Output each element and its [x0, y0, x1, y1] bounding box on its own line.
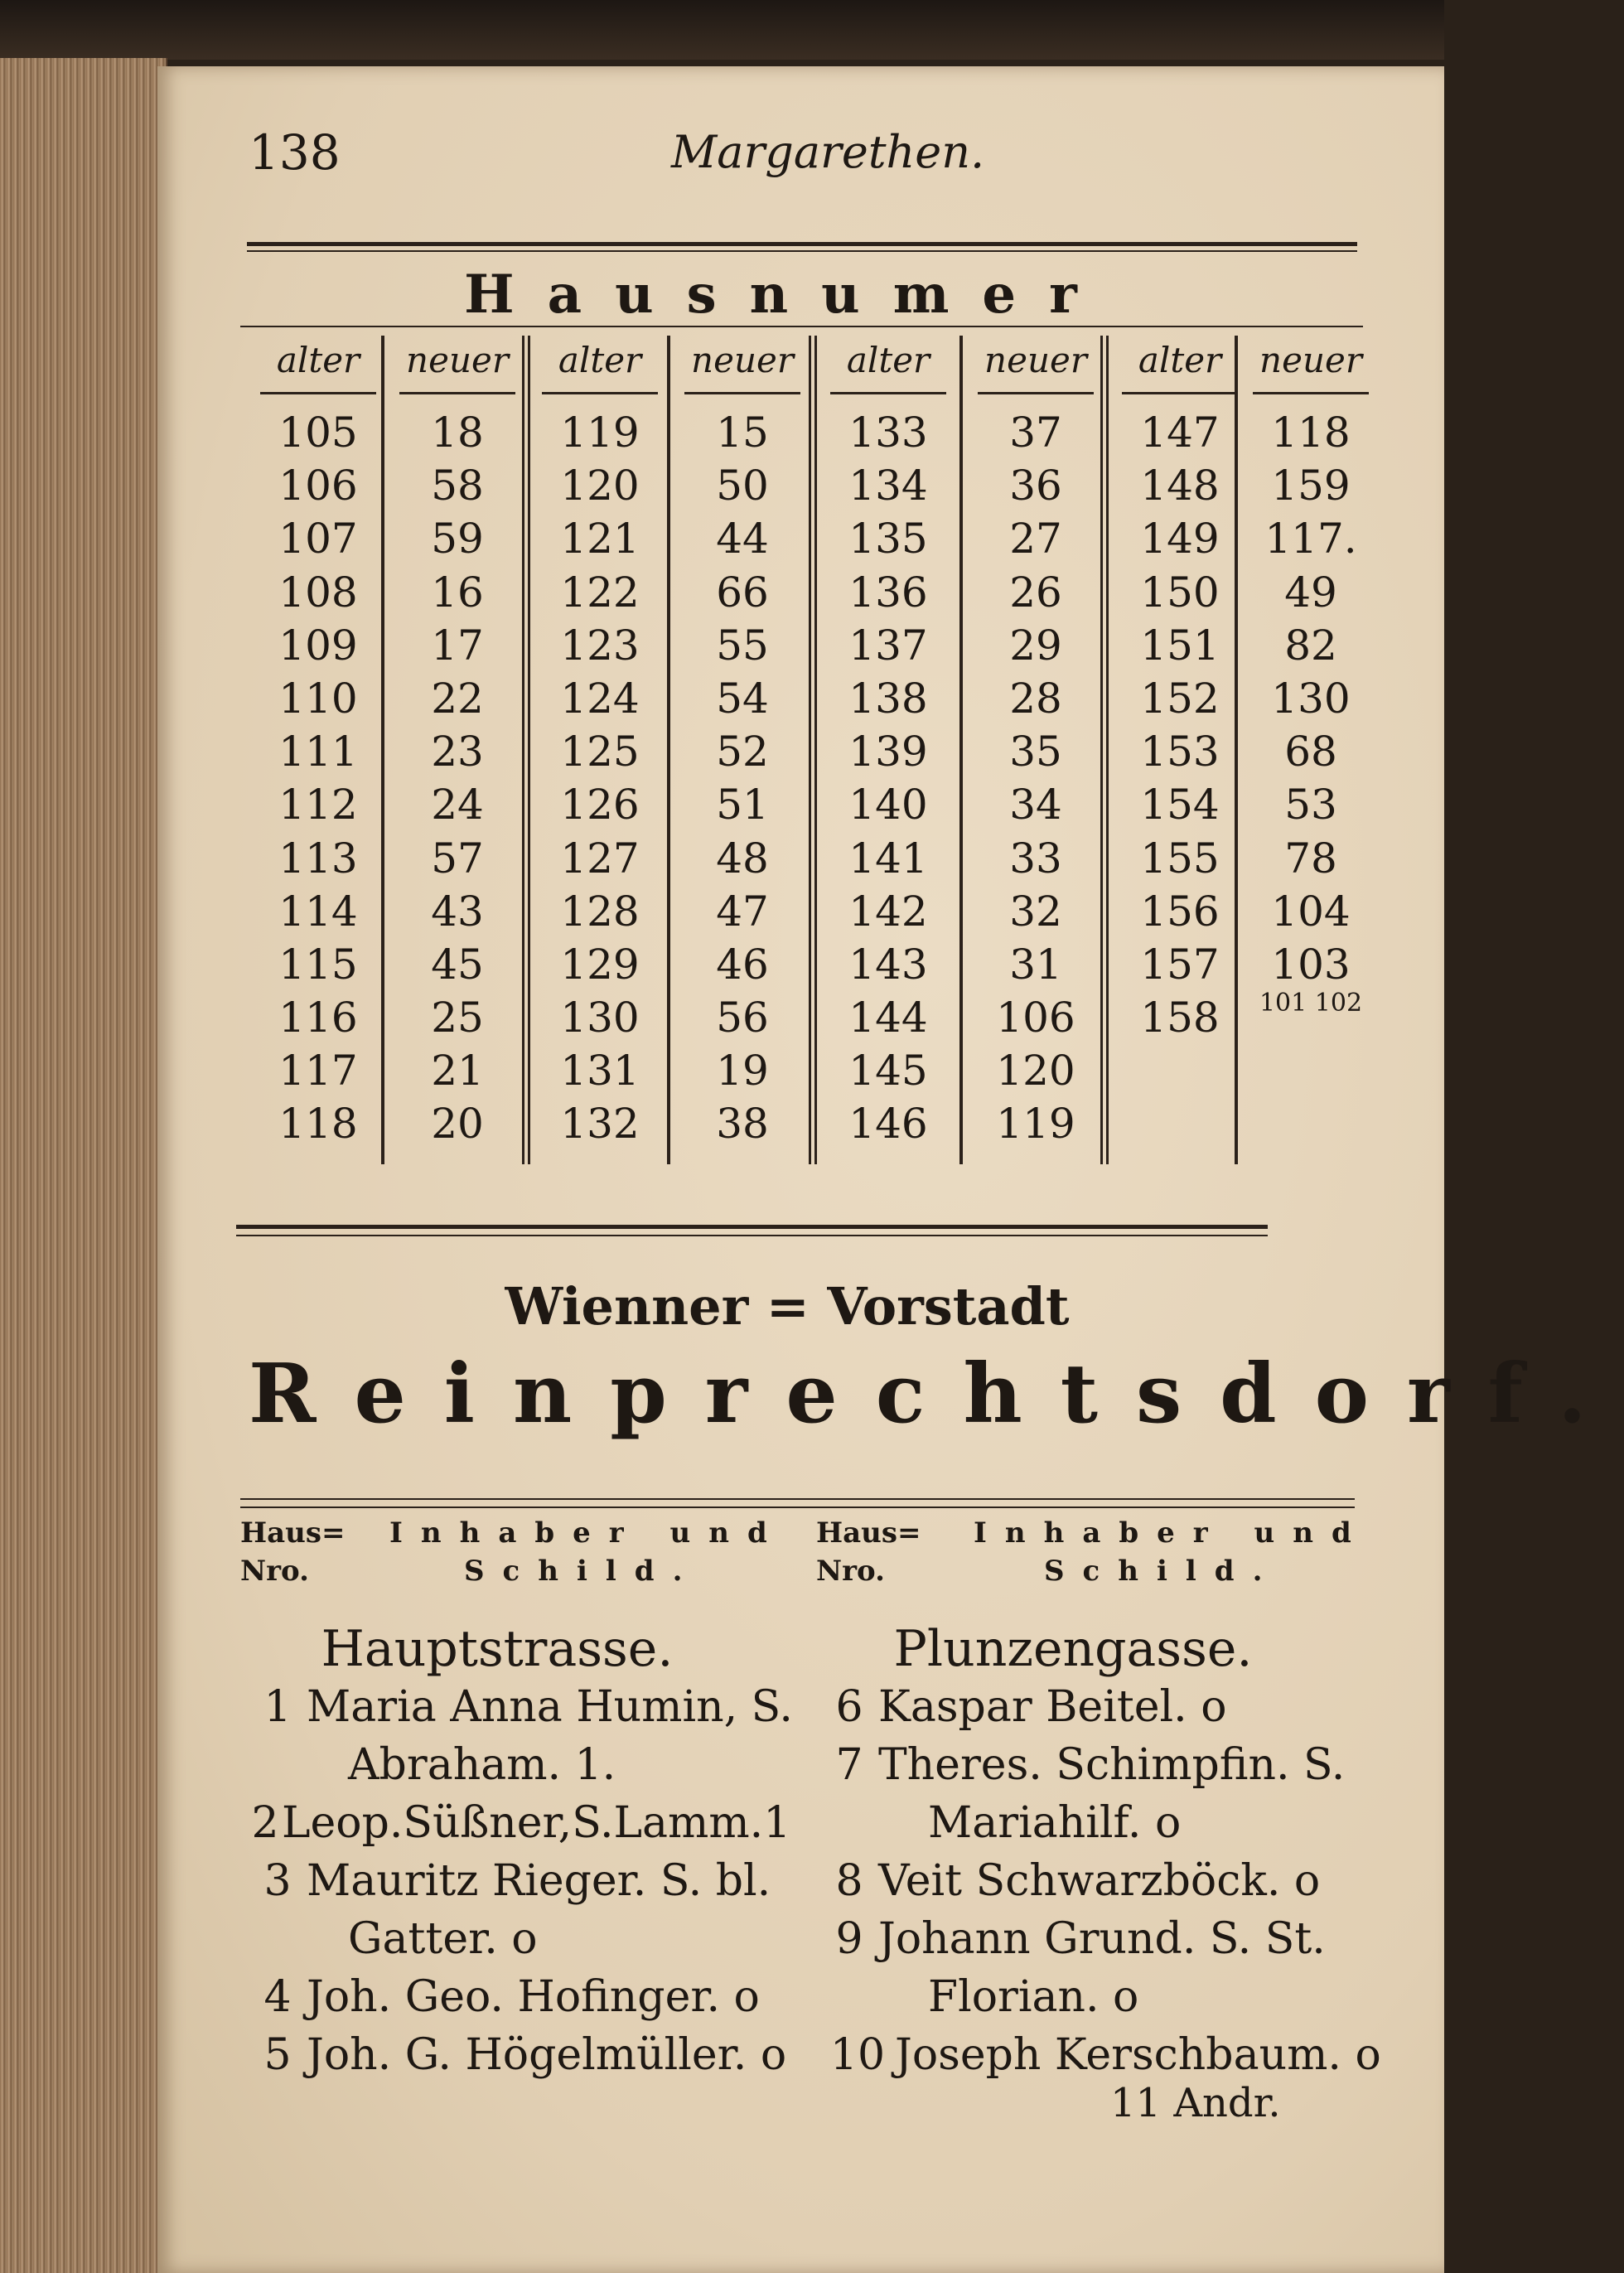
section-title-hausnumer: Hausnumer — [464, 264, 1110, 326]
header-dash — [684, 392, 800, 394]
old-number-cell: 114 — [278, 887, 358, 936]
cells — [388, 406, 527, 1151]
house-number: 4 — [263, 1972, 292, 2022]
new-number-cell: 19 — [716, 1047, 769, 1095]
owner-text: Joh. G. Högelmüller. o — [307, 2030, 787, 2080]
header-rule-thin — [247, 250, 1357, 252]
new-number-cell: 35 — [1009, 728, 1062, 776]
old-number-cell: 156 — [1140, 887, 1220, 936]
cells — [673, 406, 812, 1151]
new-number-cell: 29 — [1009, 621, 1062, 670]
new-number-cell: 26 — [1009, 568, 1062, 617]
new-number-cell: 82 — [1284, 621, 1337, 670]
owner-text: Mauritz Rieger. S. bl. — [307, 1856, 771, 1906]
column-header: neuer — [406, 340, 509, 380]
column-separator — [381, 336, 384, 1164]
old-number-cell: 112 — [278, 781, 358, 829]
column-new-1 — [388, 336, 527, 1151]
owner-text: Florian. o — [928, 1972, 1139, 2022]
list-item — [820, 1798, 1381, 1856]
header-dash — [399, 392, 515, 394]
new-number-cell: 44 — [716, 515, 769, 563]
new-number-cell: 32 — [1009, 887, 1062, 936]
owner-text: Joseph Kerschbaum. o — [895, 2030, 1381, 2080]
old-number-cell: 142 — [848, 887, 928, 936]
new-number-cell: 119 — [996, 1100, 1075, 1149]
list-item — [249, 1972, 793, 2030]
title-rule — [240, 326, 1363, 327]
old-number-cell: 148 — [1140, 462, 1220, 510]
old-number-cell: 107 — [278, 515, 358, 563]
old-number-cell: 152 — [1140, 674, 1220, 723]
new-number-cell: 16 — [431, 568, 484, 617]
new-number-cell: 25 — [431, 994, 484, 1042]
old-number-cell: 128 — [560, 887, 640, 936]
catchword: 11 Andr. — [1110, 2080, 1281, 2126]
header-dash — [260, 392, 376, 394]
left-header-haus: Haus= — [240, 1516, 346, 1550]
new-number-cell: 49 — [1284, 568, 1337, 617]
new-number-cell: 51 — [716, 781, 769, 829]
old-number-cell: 122 — [560, 568, 640, 617]
old-number-cell: 136 — [848, 568, 928, 617]
right-entries — [820, 1682, 1381, 2088]
owner-text: Theres. Schimpfin. S. — [878, 1740, 1346, 1790]
new-number-cell: 130 — [1271, 674, 1351, 723]
list-item — [249, 1856, 793, 1914]
new-number-cell: 46 — [716, 940, 769, 989]
list-item — [820, 1914, 1381, 1972]
new-number-cell: 23 — [431, 728, 484, 776]
list-item — [820, 1740, 1381, 1798]
new-number-cell: 36 — [1009, 462, 1062, 510]
old-number-cell: 131 — [560, 1047, 640, 1095]
owner-text: Veit Schwarzböck. o — [878, 1856, 1321, 1906]
right-header-schild: Schild. — [1044, 1555, 1281, 1588]
new-number-cell: 66 — [716, 568, 769, 617]
house-number: 5 — [263, 2030, 292, 2080]
list-item — [820, 1856, 1381, 1914]
list-item — [820, 1682, 1381, 1740]
house-number: 1 — [263, 1682, 292, 1732]
new-number-cell: 17 — [431, 621, 484, 670]
column-old-3 — [819, 336, 958, 1151]
new-number-cell: 24 — [431, 781, 484, 829]
old-number-cell: 117 — [278, 1047, 358, 1095]
old-number-cell: 120 — [560, 462, 640, 510]
owner-text: Johann Grund. S. St. — [878, 1914, 1326, 1964]
right-header-haus: Haus= — [816, 1516, 921, 1550]
list-item — [249, 2030, 793, 2088]
old-number-cell: 130 — [560, 994, 640, 1042]
old-number-cell: 154 — [1140, 781, 1220, 829]
column-header: alter — [276, 340, 360, 380]
register-rule-2 — [240, 1506, 1355, 1508]
list-item — [820, 2030, 1381, 2088]
old-number-cell — [1110, 1097, 1249, 1150]
old-number-cell: 108 — [278, 568, 358, 617]
old-number-cell: 134 — [848, 462, 928, 510]
old-number-cell: 141 — [848, 834, 928, 883]
book-cover-edge — [0, 0, 1444, 60]
old-number-cell: 147 — [1140, 409, 1220, 457]
old-number-cell: 125 — [560, 728, 640, 776]
new-number-cell: 45 — [431, 940, 484, 989]
new-number-cell: 117. — [1264, 515, 1357, 563]
column-header: neuer — [1259, 340, 1362, 380]
old-number-cell: 105 — [278, 409, 358, 457]
old-number-cell: 121 — [560, 515, 640, 563]
new-number-cell: 33 — [1009, 834, 1062, 883]
old-number-cell: 158 — [1140, 994, 1220, 1042]
new-number-cell: 18 — [431, 409, 484, 457]
new-number-cell: 58 — [431, 462, 484, 510]
house-number: 7 — [835, 1740, 863, 1790]
column-new-2 — [673, 336, 812, 1151]
new-number-cell: 53 — [1284, 781, 1337, 829]
old-number-cell: 110 — [278, 674, 358, 723]
column-old-2 — [530, 336, 669, 1151]
old-number-cell: 146 — [848, 1100, 928, 1149]
list-item — [249, 1682, 793, 1740]
header-dash — [830, 392, 946, 394]
old-number-cell: 111 — [278, 728, 358, 776]
cells — [1110, 406, 1249, 1151]
new-number-cell: 59 — [431, 515, 484, 563]
old-number-cell: 143 — [848, 940, 928, 989]
left-entries — [249, 1682, 793, 2088]
new-number-cell: 38 — [716, 1100, 769, 1149]
new-number-cell: 104 — [1271, 887, 1351, 936]
old-number-cell: 109 — [278, 621, 358, 670]
old-number-cell: 150 — [1140, 568, 1220, 617]
header-rule — [247, 242, 1357, 246]
right-header-inhaber: Inhaber und — [974, 1516, 1370, 1550]
old-number-cell: 116 — [278, 994, 358, 1042]
house-number: 9 — [835, 1914, 863, 1964]
owner-text: Gatter. o — [348, 1914, 538, 1964]
column-separator-double — [1100, 336, 1109, 1164]
old-number-cell: 149 — [1140, 515, 1220, 563]
old-number-cell: 133 — [848, 409, 928, 457]
column-separator — [959, 336, 963, 1164]
new-number-cell — [1241, 1044, 1380, 1097]
new-number-cell: 20 — [431, 1100, 484, 1149]
new-number-cell: 118 — [1271, 409, 1351, 457]
column-header: alter — [846, 340, 930, 380]
house-number: 8 — [835, 1856, 863, 1906]
header-dash — [1253, 392, 1369, 394]
old-number-cell: 139 — [848, 728, 928, 776]
new-number-cell: 28 — [1009, 674, 1062, 723]
old-number-cell: 118 — [278, 1100, 358, 1149]
old-number-cell: 119 — [560, 409, 640, 457]
old-number-cell: 127 — [560, 834, 640, 883]
right-header-nro: Nro. — [816, 1555, 885, 1588]
new-number-cell: 48 — [716, 834, 769, 883]
old-number-cell: 106 — [278, 462, 358, 510]
column-header: alter — [558, 340, 642, 380]
new-number-cell: 50 — [716, 462, 769, 510]
new-number-cell: 120 — [996, 1047, 1075, 1095]
left-header-nro: Nro. — [240, 1555, 309, 1588]
table-bottom-rule — [236, 1225, 1268, 1229]
old-number-cell: 115 — [278, 940, 358, 989]
new-number-cell: 101 102 — [1259, 989, 1363, 1018]
old-number-cell: 123 — [560, 621, 640, 670]
list-item — [249, 1914, 793, 1972]
owner-text: Abraham. 1. — [348, 1740, 616, 1790]
old-number-cell — [1110, 1044, 1249, 1097]
cells — [249, 406, 388, 1151]
owner-text: Mariahilf. o — [928, 1798, 1182, 1848]
new-number-cell: 34 — [1009, 781, 1062, 829]
old-number-cell: 157 — [1140, 940, 1220, 989]
cells — [819, 406, 958, 1151]
new-number-cell: 159 — [1271, 462, 1351, 510]
new-number-cell: 21 — [431, 1047, 484, 1095]
old-number-cell: 129 — [560, 940, 640, 989]
list-item — [249, 1740, 793, 1798]
column-separator — [667, 336, 670, 1164]
old-number-cell: 132 — [560, 1100, 640, 1149]
old-number-cell: 126 — [560, 781, 640, 829]
new-number-cell: 57 — [431, 834, 484, 883]
column-separator-double — [522, 336, 530, 1164]
old-number-cell: 124 — [560, 674, 640, 723]
register-rule — [240, 1498, 1355, 1500]
street-plunzengasse: Plunzengasse. — [893, 1620, 1253, 1678]
old-number-cell: 135 — [848, 515, 928, 563]
old-number-cell: 153 — [1140, 728, 1220, 776]
old-number-cell: 137 — [848, 621, 928, 670]
table-bottom-rule-thin — [236, 1235, 1268, 1236]
old-number-cell: 138 — [848, 674, 928, 723]
house-number: 2 — [251, 1798, 279, 1848]
column-separator-double — [809, 336, 817, 1164]
new-number-cell: 68 — [1284, 728, 1337, 776]
old-number-cell: 144 — [848, 994, 928, 1042]
cells — [1241, 406, 1380, 1151]
house-number: 10 — [829, 2030, 886, 2080]
new-number-cell: 56 — [716, 994, 769, 1042]
district-title: Reinprechtsdorf. — [249, 1347, 1624, 1442]
old-number-cell: 113 — [278, 834, 358, 883]
new-number-cell: 43 — [431, 887, 484, 936]
column-header: neuer — [691, 340, 794, 380]
new-number-cell: 106 — [996, 994, 1075, 1042]
column-header: neuer — [984, 340, 1087, 380]
new-number-cell: 27 — [1009, 515, 1062, 563]
new-number-cell: 78 — [1284, 834, 1337, 883]
page-number: 138 — [249, 124, 341, 181]
header-dash — [978, 392, 1094, 394]
list-item — [249, 1798, 793, 1856]
list-item — [820, 1972, 1381, 2030]
book-page-edges — [0, 58, 167, 2273]
new-number-cell: 47 — [716, 887, 769, 936]
header-dash — [1122, 392, 1238, 394]
cells — [530, 406, 669, 1151]
owner-text: Maria Anna Humin, S. — [307, 1682, 793, 1732]
owner-text: Kaspar Beitel. o — [878, 1682, 1227, 1732]
new-number-cell: 54 — [716, 674, 769, 723]
old-number-cell: 145 — [848, 1047, 928, 1095]
new-number-cell: 31 — [1009, 940, 1062, 989]
column-separator — [1235, 336, 1238, 1164]
running-head: Margarethen. — [671, 126, 985, 178]
owner-text: Leop.Süßner,S.Lamm.1 — [282, 1798, 791, 1848]
new-number-cell: 103 — [1271, 940, 1351, 989]
left-header-inhaber: Inhaber und — [389, 1516, 785, 1550]
left-header-schild: Schild. — [464, 1555, 701, 1588]
new-number-cell: 55 — [716, 621, 769, 670]
house-number: 6 — [835, 1682, 863, 1732]
column-old-4 — [1110, 336, 1249, 1151]
new-number-cell: 15 — [716, 409, 769, 457]
column-old-1 — [249, 336, 388, 1151]
new-number-cell: 37 — [1009, 409, 1062, 457]
column-new-3 — [966, 336, 1105, 1151]
house-number: 3 — [263, 1856, 292, 1906]
column-new-4 — [1241, 336, 1380, 1151]
old-number-cell: 140 — [848, 781, 928, 829]
cells — [966, 406, 1105, 1151]
header-dash — [542, 392, 658, 394]
new-number-cell: 22 — [431, 674, 484, 723]
column-header: alter — [1138, 340, 1222, 380]
street-hauptstrasse: Hauptstrasse. — [321, 1620, 674, 1678]
new-number-cell — [1241, 1097, 1380, 1150]
district-subtitle: Wienner = Vorstadt — [505, 1276, 1070, 1337]
owner-text: Joh. Geo. Hofinger. o — [307, 1972, 760, 2022]
old-number-cell: 151 — [1140, 621, 1220, 670]
house-number-table — [249, 336, 1363, 1181]
old-number-cell: 155 — [1140, 834, 1220, 883]
new-number-cell: 52 — [716, 728, 769, 776]
